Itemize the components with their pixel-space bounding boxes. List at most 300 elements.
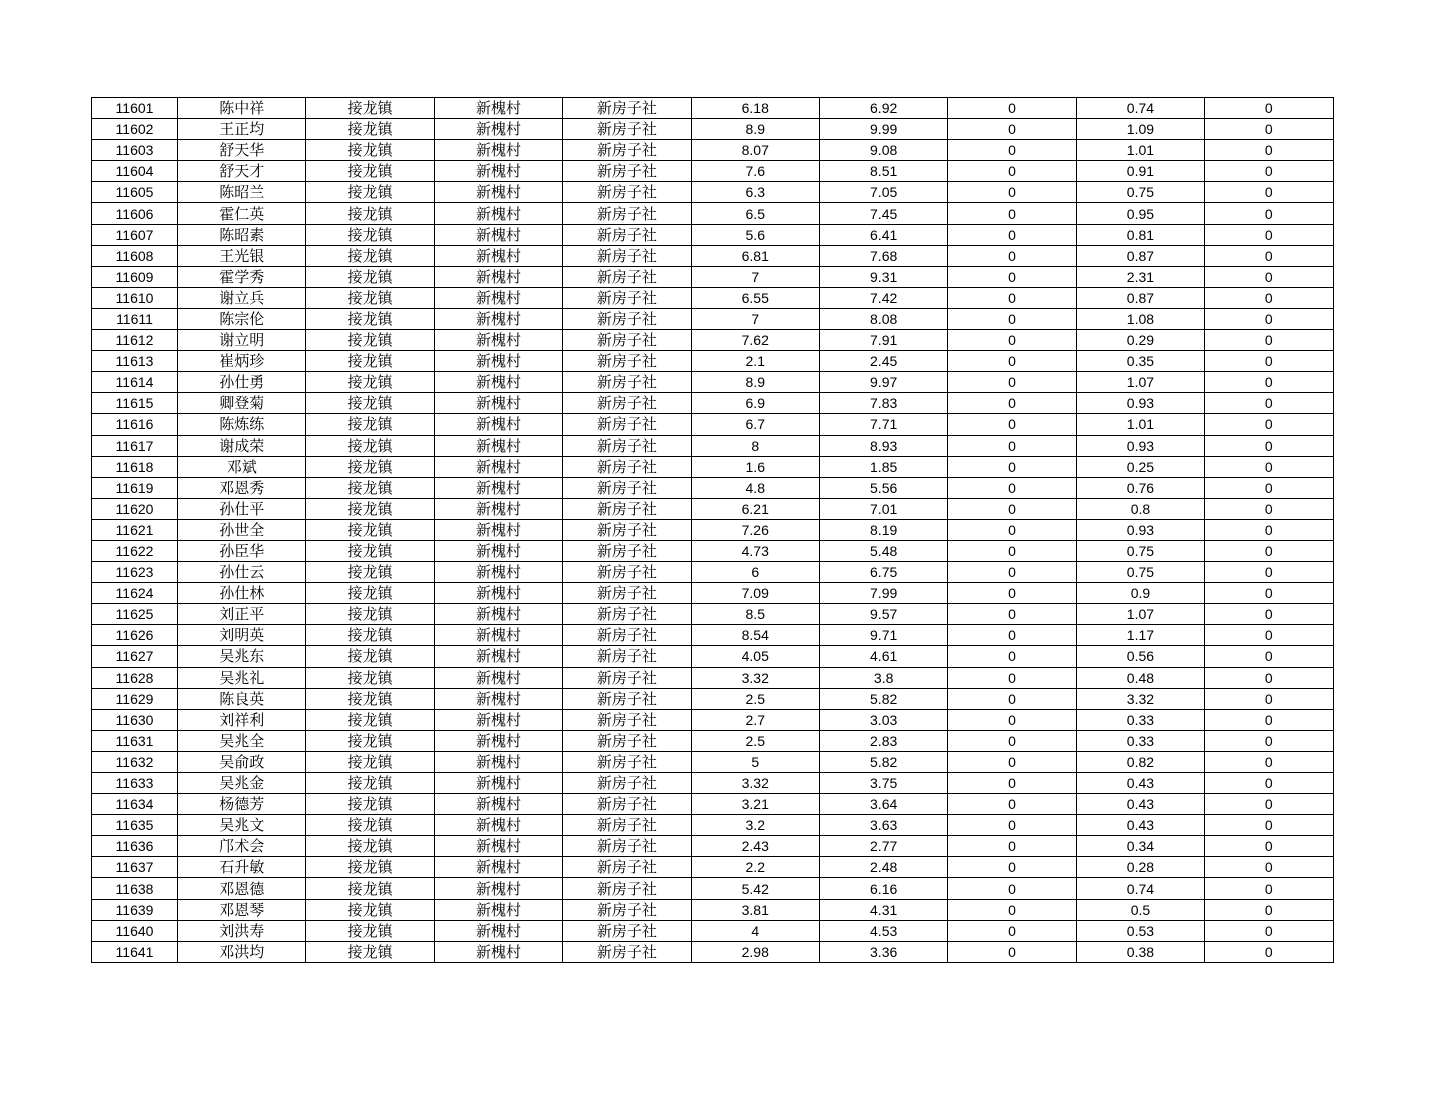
town-cell: 接龙镇 <box>306 625 434 646</box>
value-b-cell: 7.68 <box>819 245 947 266</box>
value-e-cell: 0 <box>1205 393 1333 414</box>
value-b-cell: 6.41 <box>819 224 947 245</box>
group-cell: 新房子社 <box>563 646 691 667</box>
village-cell: 新槐村 <box>434 646 562 667</box>
value-c-cell: 0 <box>948 266 1076 287</box>
value-a-cell: 8.9 <box>691 119 819 140</box>
village-cell: 新槐村 <box>434 308 562 329</box>
village-cell: 新槐村 <box>434 941 562 962</box>
town-cell: 接龙镇 <box>306 119 434 140</box>
value-d-cell: 0.53 <box>1076 920 1204 941</box>
value-e-cell: 0 <box>1205 161 1333 182</box>
value-b-cell: 9.31 <box>819 266 947 287</box>
value-b-cell: 3.63 <box>819 815 947 836</box>
value-e-cell: 0 <box>1205 182 1333 203</box>
id-cell: 11625 <box>92 604 178 625</box>
village-cell: 新槐村 <box>434 456 562 477</box>
value-c-cell: 0 <box>948 203 1076 224</box>
id-cell: 11626 <box>92 625 178 646</box>
group-cell: 新房子社 <box>563 941 691 962</box>
value-a-cell: 7.26 <box>691 519 819 540</box>
value-c-cell: 0 <box>948 899 1076 920</box>
id-cell: 11636 <box>92 836 178 857</box>
value-c-cell: 0 <box>948 667 1076 688</box>
table-row <box>92 519 1334 540</box>
value-b-cell: 2.77 <box>819 836 947 857</box>
name-cell: 陈宗伦 <box>178 308 306 329</box>
value-d-cell: 0.9 <box>1076 583 1204 604</box>
group-cell: 新房子社 <box>563 266 691 287</box>
group-cell: 新房子社 <box>563 625 691 646</box>
table-row <box>92 857 1334 878</box>
value-c-cell: 0 <box>948 372 1076 393</box>
table-row <box>92 351 1334 372</box>
value-e-cell: 0 <box>1205 98 1333 119</box>
value-a-cell: 7.09 <box>691 583 819 604</box>
value-d-cell: 0.93 <box>1076 519 1204 540</box>
table-row <box>92 477 1334 498</box>
table-row <box>92 372 1334 393</box>
town-cell: 接龙镇 <box>306 308 434 329</box>
value-d-cell: 0.25 <box>1076 456 1204 477</box>
value-b-cell: 2.83 <box>819 730 947 751</box>
value-a-cell: 7 <box>691 266 819 287</box>
name-cell: 石升敏 <box>178 857 306 878</box>
value-d-cell: 0.33 <box>1076 730 1204 751</box>
value-b-cell: 3.36 <box>819 941 947 962</box>
value-d-cell: 0.75 <box>1076 562 1204 583</box>
value-c-cell: 0 <box>948 604 1076 625</box>
id-cell: 11641 <box>92 941 178 962</box>
id-cell: 11624 <box>92 583 178 604</box>
town-cell: 接龙镇 <box>306 941 434 962</box>
id-cell: 11608 <box>92 245 178 266</box>
value-b-cell: 4.53 <box>819 920 947 941</box>
value-c-cell: 0 <box>948 709 1076 730</box>
value-e-cell: 0 <box>1205 540 1333 561</box>
town-cell: 接龙镇 <box>306 351 434 372</box>
village-cell: 新槐村 <box>434 540 562 561</box>
town-cell: 接龙镇 <box>306 477 434 498</box>
name-cell: 吴兆礼 <box>178 667 306 688</box>
value-e-cell: 0 <box>1205 519 1333 540</box>
value-d-cell: 0.81 <box>1076 224 1204 245</box>
table-row <box>92 667 1334 688</box>
table-row <box>92 604 1334 625</box>
village-cell: 新槐村 <box>434 224 562 245</box>
town-cell: 接龙镇 <box>306 836 434 857</box>
group-cell: 新房子社 <box>563 794 691 815</box>
value-e-cell: 0 <box>1205 224 1333 245</box>
value-b-cell: 8.51 <box>819 161 947 182</box>
table-row <box>92 287 1334 308</box>
value-b-cell: 8.19 <box>819 519 947 540</box>
value-c-cell: 0 <box>948 477 1076 498</box>
value-c-cell: 0 <box>948 393 1076 414</box>
name-cell: 舒天才 <box>178 161 306 182</box>
village-cell: 新槐村 <box>434 372 562 393</box>
name-cell: 陈昭兰 <box>178 182 306 203</box>
value-a-cell: 6.18 <box>691 98 819 119</box>
value-a-cell: 5.42 <box>691 878 819 899</box>
table-row <box>92 878 1334 899</box>
group-cell: 新房子社 <box>563 330 691 351</box>
group-cell: 新房子社 <box>563 899 691 920</box>
table-row <box>92 224 1334 245</box>
table-row <box>92 98 1334 119</box>
value-e-cell: 0 <box>1205 941 1333 962</box>
id-cell: 11633 <box>92 773 178 794</box>
value-c-cell: 0 <box>948 330 1076 351</box>
village-cell: 新槐村 <box>434 730 562 751</box>
village-cell: 新槐村 <box>434 477 562 498</box>
table-row <box>92 646 1334 667</box>
id-cell: 11639 <box>92 899 178 920</box>
town-cell: 接龙镇 <box>306 920 434 941</box>
group-cell: 新房子社 <box>563 583 691 604</box>
group-cell: 新房子社 <box>563 709 691 730</box>
name-cell: 王光银 <box>178 245 306 266</box>
value-a-cell: 2.5 <box>691 730 819 751</box>
value-e-cell: 0 <box>1205 562 1333 583</box>
value-b-cell: 6.16 <box>819 878 947 899</box>
name-cell: 孙仕林 <box>178 583 306 604</box>
name-cell: 孙臣华 <box>178 540 306 561</box>
value-e-cell: 0 <box>1205 625 1333 646</box>
town-cell: 接龙镇 <box>306 245 434 266</box>
value-c-cell: 0 <box>948 920 1076 941</box>
name-cell: 吴俞政 <box>178 751 306 772</box>
value-d-cell: 1.07 <box>1076 604 1204 625</box>
name-cell: 吴兆金 <box>178 773 306 794</box>
value-a-cell: 7.6 <box>691 161 819 182</box>
value-b-cell: 7.71 <box>819 414 947 435</box>
value-c-cell: 0 <box>948 498 1076 519</box>
town-cell: 接龙镇 <box>306 287 434 308</box>
name-cell: 邝术会 <box>178 836 306 857</box>
village-cell: 新槐村 <box>434 330 562 351</box>
name-cell: 孙仕平 <box>178 498 306 519</box>
name-cell: 孙仕云 <box>178 562 306 583</box>
value-d-cell: 0.48 <box>1076 667 1204 688</box>
group-cell: 新房子社 <box>563 920 691 941</box>
value-b-cell: 2.45 <box>819 351 947 372</box>
value-b-cell: 7.01 <box>819 498 947 519</box>
town-cell: 接龙镇 <box>306 667 434 688</box>
id-cell: 11619 <box>92 477 178 498</box>
value-d-cell: 0.95 <box>1076 203 1204 224</box>
value-a-cell: 4.05 <box>691 646 819 667</box>
value-e-cell: 0 <box>1205 477 1333 498</box>
table-row <box>92 751 1334 772</box>
value-e-cell: 0 <box>1205 688 1333 709</box>
village-cell: 新槐村 <box>434 119 562 140</box>
id-cell: 11618 <box>92 456 178 477</box>
name-cell: 邓斌 <box>178 456 306 477</box>
value-e-cell: 0 <box>1205 773 1333 794</box>
table-row <box>92 815 1334 836</box>
id-cell: 11623 <box>92 562 178 583</box>
name-cell: 霍学秀 <box>178 266 306 287</box>
value-d-cell: 3.32 <box>1076 688 1204 709</box>
value-c-cell: 0 <box>948 625 1076 646</box>
value-e-cell: 0 <box>1205 604 1333 625</box>
town-cell: 接龙镇 <box>306 773 434 794</box>
value-c-cell: 0 <box>948 414 1076 435</box>
id-cell: 11629 <box>92 688 178 709</box>
group-cell: 新房子社 <box>563 245 691 266</box>
value-e-cell: 0 <box>1205 372 1333 393</box>
value-a-cell: 5.6 <box>691 224 819 245</box>
village-cell: 新槐村 <box>434 583 562 604</box>
id-cell: 11622 <box>92 540 178 561</box>
value-e-cell: 0 <box>1205 119 1333 140</box>
group-cell: 新房子社 <box>563 308 691 329</box>
table-row <box>92 393 1334 414</box>
id-cell: 11620 <box>92 498 178 519</box>
village-cell: 新槐村 <box>434 709 562 730</box>
table-row <box>92 203 1334 224</box>
value-b-cell: 2.48 <box>819 857 947 878</box>
value-d-cell: 0.74 <box>1076 98 1204 119</box>
value-a-cell: 2.5 <box>691 688 819 709</box>
value-c-cell: 0 <box>948 815 1076 836</box>
value-e-cell: 0 <box>1205 287 1333 308</box>
id-cell: 11602 <box>92 119 178 140</box>
value-c-cell: 0 <box>948 646 1076 667</box>
table-row <box>92 119 1334 140</box>
id-cell: 11601 <box>92 98 178 119</box>
value-d-cell: 0.87 <box>1076 287 1204 308</box>
value-b-cell: 3.03 <box>819 709 947 730</box>
value-c-cell: 0 <box>948 161 1076 182</box>
value-d-cell: 0.8 <box>1076 498 1204 519</box>
group-cell: 新房子社 <box>563 667 691 688</box>
value-b-cell: 8.93 <box>819 435 947 456</box>
id-cell: 11607 <box>92 224 178 245</box>
value-c-cell: 0 <box>948 941 1076 962</box>
value-a-cell: 1.6 <box>691 456 819 477</box>
name-cell: 刘正平 <box>178 604 306 625</box>
value-c-cell: 0 <box>948 119 1076 140</box>
name-cell: 邓恩德 <box>178 878 306 899</box>
group-cell: 新房子社 <box>563 836 691 857</box>
village-cell: 新槐村 <box>434 161 562 182</box>
value-c-cell: 0 <box>948 688 1076 709</box>
value-e-cell: 0 <box>1205 857 1333 878</box>
value-e-cell: 0 <box>1205 330 1333 351</box>
id-cell: 11621 <box>92 519 178 540</box>
town-cell: 接龙镇 <box>306 815 434 836</box>
value-a-cell: 3.21 <box>691 794 819 815</box>
name-cell: 杨德芳 <box>178 794 306 815</box>
value-a-cell: 3.2 <box>691 815 819 836</box>
value-d-cell: 0.93 <box>1076 393 1204 414</box>
value-e-cell: 0 <box>1205 794 1333 815</box>
value-c-cell: 0 <box>948 540 1076 561</box>
value-d-cell: 0.82 <box>1076 751 1204 772</box>
town-cell: 接龙镇 <box>306 372 434 393</box>
value-c-cell: 0 <box>948 562 1076 583</box>
value-b-cell: 7.42 <box>819 287 947 308</box>
value-d-cell: 0.38 <box>1076 941 1204 962</box>
value-b-cell: 9.99 <box>819 119 947 140</box>
value-b-cell: 6.75 <box>819 562 947 583</box>
name-cell: 孙仕勇 <box>178 372 306 393</box>
village-cell: 新槐村 <box>434 414 562 435</box>
value-c-cell: 0 <box>948 98 1076 119</box>
group-cell: 新房子社 <box>563 182 691 203</box>
town-cell: 接龙镇 <box>306 562 434 583</box>
village-cell: 新槐村 <box>434 836 562 857</box>
village-cell: 新槐村 <box>434 287 562 308</box>
value-c-cell: 0 <box>948 878 1076 899</box>
value-b-cell: 5.56 <box>819 477 947 498</box>
id-cell: 11632 <box>92 751 178 772</box>
table-row <box>92 161 1334 182</box>
value-d-cell: 0.75 <box>1076 540 1204 561</box>
name-cell: 刘洪寿 <box>178 920 306 941</box>
value-a-cell: 5 <box>691 751 819 772</box>
group-cell: 新房子社 <box>563 519 691 540</box>
value-e-cell: 0 <box>1205 498 1333 519</box>
value-e-cell: 0 <box>1205 646 1333 667</box>
table-row <box>92 266 1334 287</box>
group-cell: 新房子社 <box>563 878 691 899</box>
village-cell: 新槐村 <box>434 899 562 920</box>
value-a-cell: 8.5 <box>691 604 819 625</box>
village-cell: 新槐村 <box>434 203 562 224</box>
value-c-cell: 0 <box>948 583 1076 604</box>
group-cell: 新房子社 <box>563 161 691 182</box>
town-cell: 接龙镇 <box>306 266 434 287</box>
id-cell: 11609 <box>92 266 178 287</box>
group-cell: 新房子社 <box>563 372 691 393</box>
village-cell: 新槐村 <box>434 140 562 161</box>
table-row <box>92 140 1334 161</box>
value-a-cell: 4.8 <box>691 477 819 498</box>
table-row <box>92 920 1334 941</box>
table-body <box>92 98 1334 963</box>
value-e-cell: 0 <box>1205 899 1333 920</box>
value-c-cell: 0 <box>948 794 1076 815</box>
value-d-cell: 0.29 <box>1076 330 1204 351</box>
value-c-cell: 0 <box>948 245 1076 266</box>
village-cell: 新槐村 <box>434 245 562 266</box>
village-cell: 新槐村 <box>434 98 562 119</box>
value-d-cell: 1.01 <box>1076 414 1204 435</box>
village-cell: 新槐村 <box>434 625 562 646</box>
value-a-cell: 8.9 <box>691 372 819 393</box>
value-b-cell: 7.99 <box>819 583 947 604</box>
village-cell: 新槐村 <box>434 794 562 815</box>
value-d-cell: 0.93 <box>1076 435 1204 456</box>
value-b-cell: 9.57 <box>819 604 947 625</box>
table-row <box>92 899 1334 920</box>
value-a-cell: 4 <box>691 920 819 941</box>
name-cell: 邓洪均 <box>178 941 306 962</box>
group-cell: 新房子社 <box>563 351 691 372</box>
village-cell: 新槐村 <box>434 751 562 772</box>
value-d-cell: 0.35 <box>1076 351 1204 372</box>
name-cell: 吴兆东 <box>178 646 306 667</box>
group-cell: 新房子社 <box>563 540 691 561</box>
value-a-cell: 8.07 <box>691 140 819 161</box>
name-cell: 刘祥利 <box>178 709 306 730</box>
table-row <box>92 941 1334 962</box>
table-row <box>92 794 1334 815</box>
village-cell: 新槐村 <box>434 773 562 794</box>
value-e-cell: 0 <box>1205 751 1333 772</box>
value-a-cell: 3.32 <box>691 667 819 688</box>
name-cell: 陈中祥 <box>178 98 306 119</box>
id-cell: 11634 <box>92 794 178 815</box>
village-cell: 新槐村 <box>434 688 562 709</box>
group-cell: 新房子社 <box>563 688 691 709</box>
village-cell: 新槐村 <box>434 498 562 519</box>
value-c-cell: 0 <box>948 182 1076 203</box>
town-cell: 接龙镇 <box>306 98 434 119</box>
value-d-cell: 0.34 <box>1076 836 1204 857</box>
town-cell: 接龙镇 <box>306 498 434 519</box>
id-cell: 11603 <box>92 140 178 161</box>
id-cell: 11638 <box>92 878 178 899</box>
table-row <box>92 773 1334 794</box>
value-b-cell: 3.75 <box>819 773 947 794</box>
value-b-cell: 4.31 <box>819 899 947 920</box>
value-c-cell: 0 <box>948 140 1076 161</box>
id-cell: 11640 <box>92 920 178 941</box>
value-d-cell: 0.33 <box>1076 709 1204 730</box>
name-cell: 卿登菊 <box>178 393 306 414</box>
village-cell: 新槐村 <box>434 815 562 836</box>
table-row <box>92 182 1334 203</box>
name-cell: 崔炳珍 <box>178 351 306 372</box>
group-cell: 新房子社 <box>563 815 691 836</box>
value-d-cell: 1.09 <box>1076 119 1204 140</box>
town-cell: 接龙镇 <box>306 182 434 203</box>
value-b-cell: 6.92 <box>819 98 947 119</box>
id-cell: 11606 <box>92 203 178 224</box>
value-d-cell: 0.56 <box>1076 646 1204 667</box>
town-cell: 接龙镇 <box>306 519 434 540</box>
table-row <box>92 562 1334 583</box>
value-e-cell: 0 <box>1205 920 1333 941</box>
group-cell: 新房子社 <box>563 287 691 308</box>
value-b-cell: 5.82 <box>819 688 947 709</box>
id-cell: 11628 <box>92 667 178 688</box>
town-cell: 接龙镇 <box>306 140 434 161</box>
name-cell: 王正均 <box>178 119 306 140</box>
value-b-cell: 1.85 <box>819 456 947 477</box>
value-a-cell: 6.3 <box>691 182 819 203</box>
value-b-cell: 7.45 <box>819 203 947 224</box>
id-cell: 11610 <box>92 287 178 308</box>
value-d-cell: 0.74 <box>1076 878 1204 899</box>
value-c-cell: 0 <box>948 224 1076 245</box>
name-cell: 刘明英 <box>178 625 306 646</box>
town-cell: 接龙镇 <box>306 604 434 625</box>
value-c-cell: 0 <box>948 836 1076 857</box>
town-cell: 接龙镇 <box>306 583 434 604</box>
group-cell: 新房子社 <box>563 414 691 435</box>
group-cell: 新房子社 <box>563 140 691 161</box>
value-b-cell: 8.08 <box>819 308 947 329</box>
group-cell: 新房子社 <box>563 98 691 119</box>
value-e-cell: 0 <box>1205 351 1333 372</box>
name-cell: 陈炼练 <box>178 414 306 435</box>
value-e-cell: 0 <box>1205 878 1333 899</box>
